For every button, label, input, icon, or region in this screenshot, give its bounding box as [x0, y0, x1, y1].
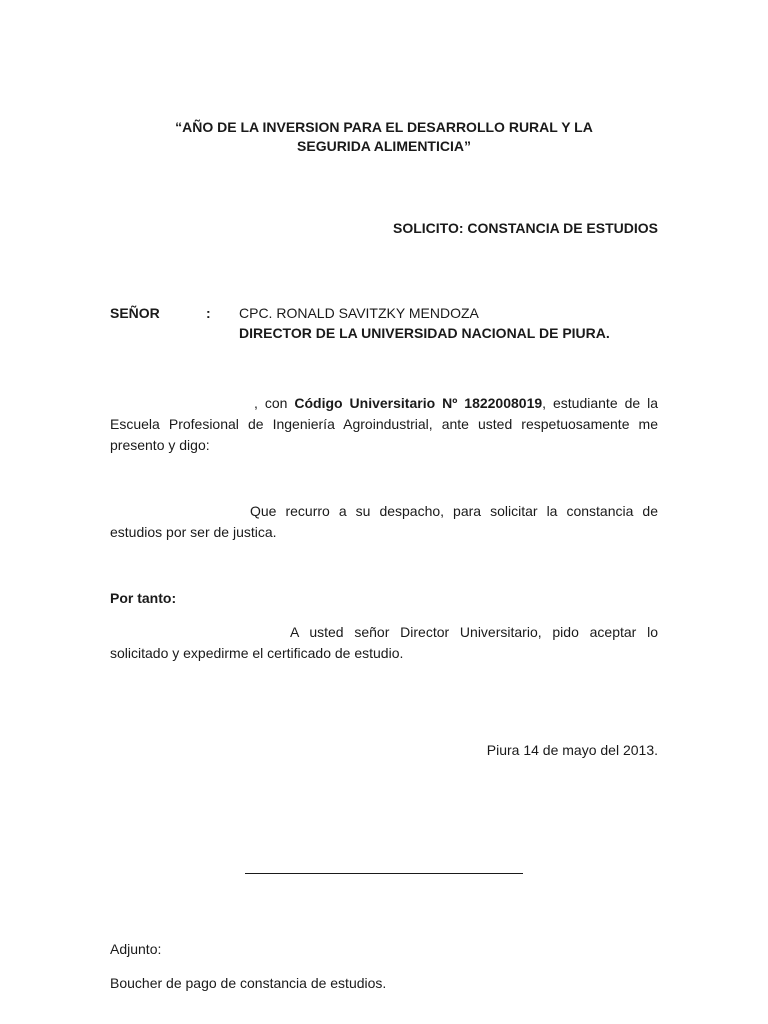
introduction-paragraph: [110, 393, 658, 456]
intro-text-before: , con: [254, 395, 295, 411]
por-tanto-heading: Por tanto:: [110, 590, 177, 606]
place-date: Piura 14 de mayo del 2013.: [486, 742, 658, 758]
attachment-label: Adjunto:: [110, 941, 162, 957]
document-heading: [110, 118, 658, 156]
heading-line-2: SEGURIDA ALIMENTICIA”: [297, 138, 471, 154]
request-paragraph: Que recurro a su despacho, para solicitar la constancia de estudios por ser de justica.: [110, 503, 658, 540]
heading-line-1: “AÑO DE LA INVERSION PARA EL DESARROLLO RURAL Y LA: [175, 119, 593, 135]
recipient-label: SEÑOR: [110, 305, 160, 321]
closing-paragraph: A usted señor Director Universitario, pido aceptar lo solicitado y expedirme el certificado de estudio.: [110, 624, 658, 661]
student-code: Código Universitario Nº 1822008019: [294, 395, 543, 411]
signature-line: [245, 873, 523, 874]
subject-line: SOLICITO: CONSTANCIA DE ESTUDIOS: [393, 220, 658, 236]
recipient-title: DIRECTOR DE LA UNIVERSIDAD NACIONAL DE PIURA.: [239, 325, 610, 341]
recipient-colon: :: [206, 305, 211, 321]
attachment-item: Boucher de pago de constancia de estudios.: [110, 975, 387, 991]
intro-text-after: , estudiante de la Escuela Profesional de Ingeniería Agroindustrial, ante usted respetuosamente me presento y digo:: [110, 395, 659, 453]
recipient-name: CPC. RONALD SAVITZKY MENDOZA: [239, 305, 479, 321]
